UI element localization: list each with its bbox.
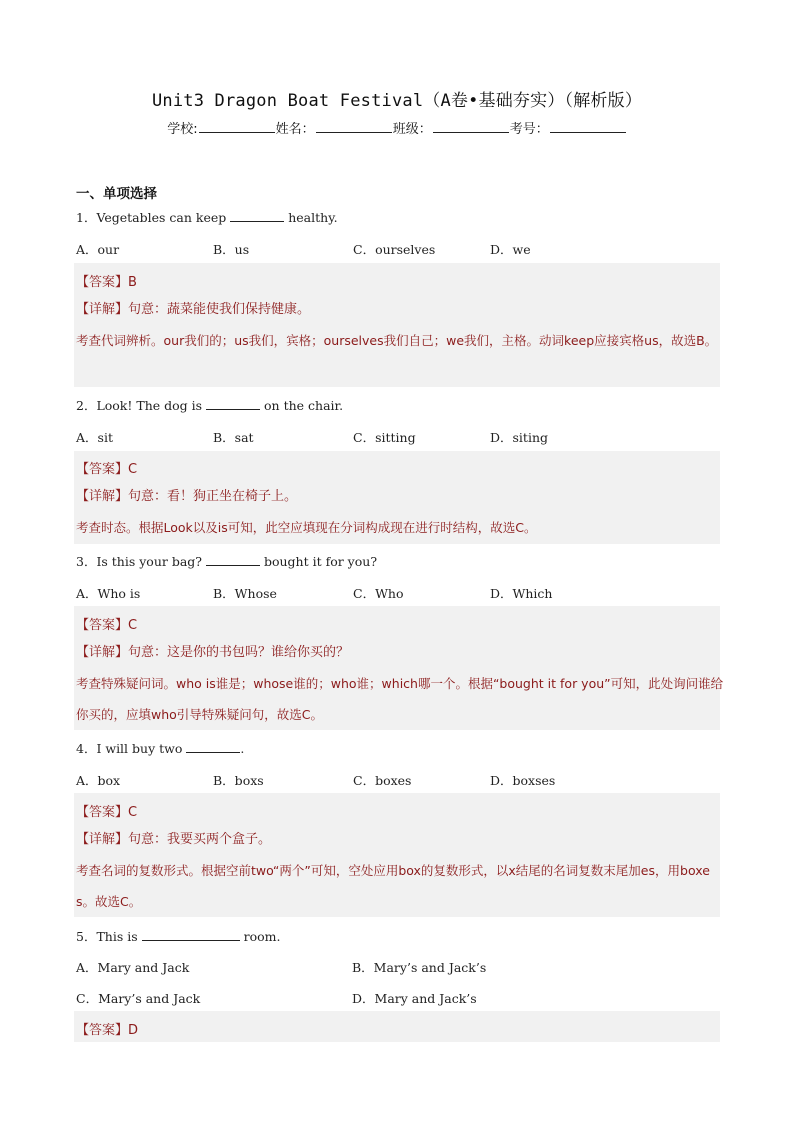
question-5-answer bbox=[76, 1019, 138, 1038]
school-blank[interactable] bbox=[199, 120, 275, 133]
question-2-option-d: D．siting bbox=[490, 430, 549, 445]
question-1-answer bbox=[76, 271, 137, 290]
name-blank[interactable] bbox=[316, 120, 392, 133]
question-5-option-d: D．Mary and Jack’s bbox=[352, 991, 477, 1006]
question-5-stem bbox=[76, 927, 280, 945]
question-5-analysis-box bbox=[74, 1011, 720, 1042]
detail-tag: 【详解】 bbox=[76, 302, 129, 317]
question-5-answer-value: D bbox=[128, 1023, 139, 1038]
question-4-option-c: C．boxes bbox=[353, 773, 412, 788]
question-4-option-b: B．boxs bbox=[213, 773, 264, 788]
question-5-option-b: B．Mary’s and Jack’s bbox=[352, 960, 487, 975]
detail-tag: 【详解】 bbox=[76, 489, 129, 504]
question-2-explanation: 考查时态。根据Look以及is可知，此空应填现在分词构成现在进行时结构，故选C。 bbox=[76, 520, 537, 535]
question-4-stem-text: 4．I will buy two bbox=[76, 741, 183, 756]
question-5-blank bbox=[142, 928, 240, 941]
question-3-stem-text: 3．Is this your bag? bbox=[76, 554, 202, 569]
student-info-line bbox=[0, 118, 794, 137]
question-2-detail-text: 句意：看！狗正坐在椅子上。 bbox=[128, 489, 298, 504]
answer-tag: 【答案】 bbox=[76, 1023, 129, 1038]
detail-tag: 【详解】 bbox=[76, 645, 129, 660]
question-4-detail bbox=[76, 824, 722, 855]
question-1-option-a: A．our bbox=[76, 242, 120, 257]
question-2-stem-end: on the chair. bbox=[264, 398, 344, 413]
question-3-option-b: B．Whose bbox=[213, 586, 277, 601]
question-3-explanation: 考查特殊疑问词。who is谁是；whose谁的；who谁；which哪一个。根据“bought it for you”可知，此处询问谁给你买的，应填who引导特殊疑问句，故选C。 bbox=[76, 676, 724, 722]
document-title: Unit3 Dragon Boat Festival（A卷•基础夯实）（解析版） bbox=[151, 91, 643, 111]
question-1-stem bbox=[76, 208, 338, 226]
class-blank[interactable] bbox=[433, 120, 509, 133]
question-2-blank bbox=[206, 397, 260, 410]
question-3-option-c: C．Who bbox=[353, 586, 404, 601]
question-5-stem-text: 5．This is bbox=[76, 929, 138, 944]
answer-tag: 【答案】 bbox=[76, 275, 129, 290]
question-3-answer-value: C bbox=[128, 618, 138, 633]
question-1-answer-value: B bbox=[128, 275, 137, 290]
question-1-option-b: B．us bbox=[213, 242, 250, 257]
answer-tag: 【答案】 bbox=[76, 618, 129, 633]
question-5-stem-end: room. bbox=[243, 929, 281, 944]
question-4-option-d: D．boxses bbox=[490, 773, 556, 788]
question-2-answer bbox=[76, 458, 137, 477]
question-2-detail bbox=[76, 481, 722, 512]
class-label: 班级： bbox=[392, 122, 432, 137]
question-3-detail bbox=[76, 637, 722, 668]
name-label: 姓名： bbox=[275, 122, 315, 137]
question-1-explanation: 考查代词辨析。our我们的；us我们，宾格；ourselves我们自己；we我们，主格。动词keep应接宾格us，故选B。 bbox=[76, 333, 718, 348]
detail-tag: 【详解】 bbox=[76, 832, 129, 847]
question-1-detail bbox=[76, 294, 722, 325]
school-label: 学校: bbox=[167, 122, 198, 137]
question-3-stem bbox=[76, 552, 377, 570]
question-4-detail-text: 句意：我要买两个盒子。 bbox=[128, 832, 272, 847]
question-4-answer-value: C bbox=[128, 805, 138, 820]
question-3-stem-end: bought it for you? bbox=[263, 554, 378, 569]
exam-number-label: 考号： bbox=[509, 122, 549, 137]
question-4-answer bbox=[76, 801, 137, 820]
question-1-option-d: D．we bbox=[490, 242, 531, 257]
question-3-option-d: D．Which bbox=[490, 586, 553, 601]
answer-tag: 【答案】 bbox=[76, 462, 129, 477]
question-4-explanation: 考查名词的复数形式。根据空前two“两个”可知，空处应用box的复数形式，以x结尾的名词复数末尾加es，用boxes。故选C。 bbox=[76, 863, 710, 909]
question-2-option-c: C．sitting bbox=[353, 430, 416, 445]
question-3-option-a: A．Who is bbox=[76, 586, 141, 601]
question-4-blank bbox=[186, 740, 240, 753]
question-1-detail-text: 句意：蔬菜能使我们保持健康。 bbox=[128, 302, 311, 317]
question-5-option-c: C．Mary’s and Jack bbox=[76, 991, 201, 1006]
question-5-option-a: A．Mary and Jack bbox=[76, 960, 190, 975]
question-2-stem bbox=[76, 396, 343, 414]
question-1-option-c: C．ourselves bbox=[353, 242, 436, 257]
question-4-stem bbox=[76, 739, 244, 757]
exam-number-blank[interactable] bbox=[550, 120, 626, 133]
question-2-answer-value: C bbox=[128, 462, 138, 477]
question-1-stem-end: healthy. bbox=[288, 210, 338, 225]
question-3-answer bbox=[76, 614, 137, 633]
question-2-option-a: A．sit bbox=[76, 430, 113, 445]
question-2-option-b: B．sat bbox=[213, 430, 254, 445]
question-3-blank bbox=[206, 553, 260, 566]
answer-tag: 【答案】 bbox=[76, 805, 129, 820]
question-3-detail-text: 句意：这是你的书包吗？谁给你买的？ bbox=[128, 645, 350, 660]
section-heading: 一、单项选择 bbox=[76, 186, 157, 202]
question-2-stem-text: 2．Look! The dog is bbox=[76, 398, 203, 413]
question-4-option-a: A．box bbox=[76, 773, 121, 788]
question-4-stem-end: . bbox=[240, 741, 245, 756]
question-1-blank bbox=[230, 209, 284, 222]
question-1-stem-text: 1．Vegetables can keep bbox=[76, 210, 227, 225]
